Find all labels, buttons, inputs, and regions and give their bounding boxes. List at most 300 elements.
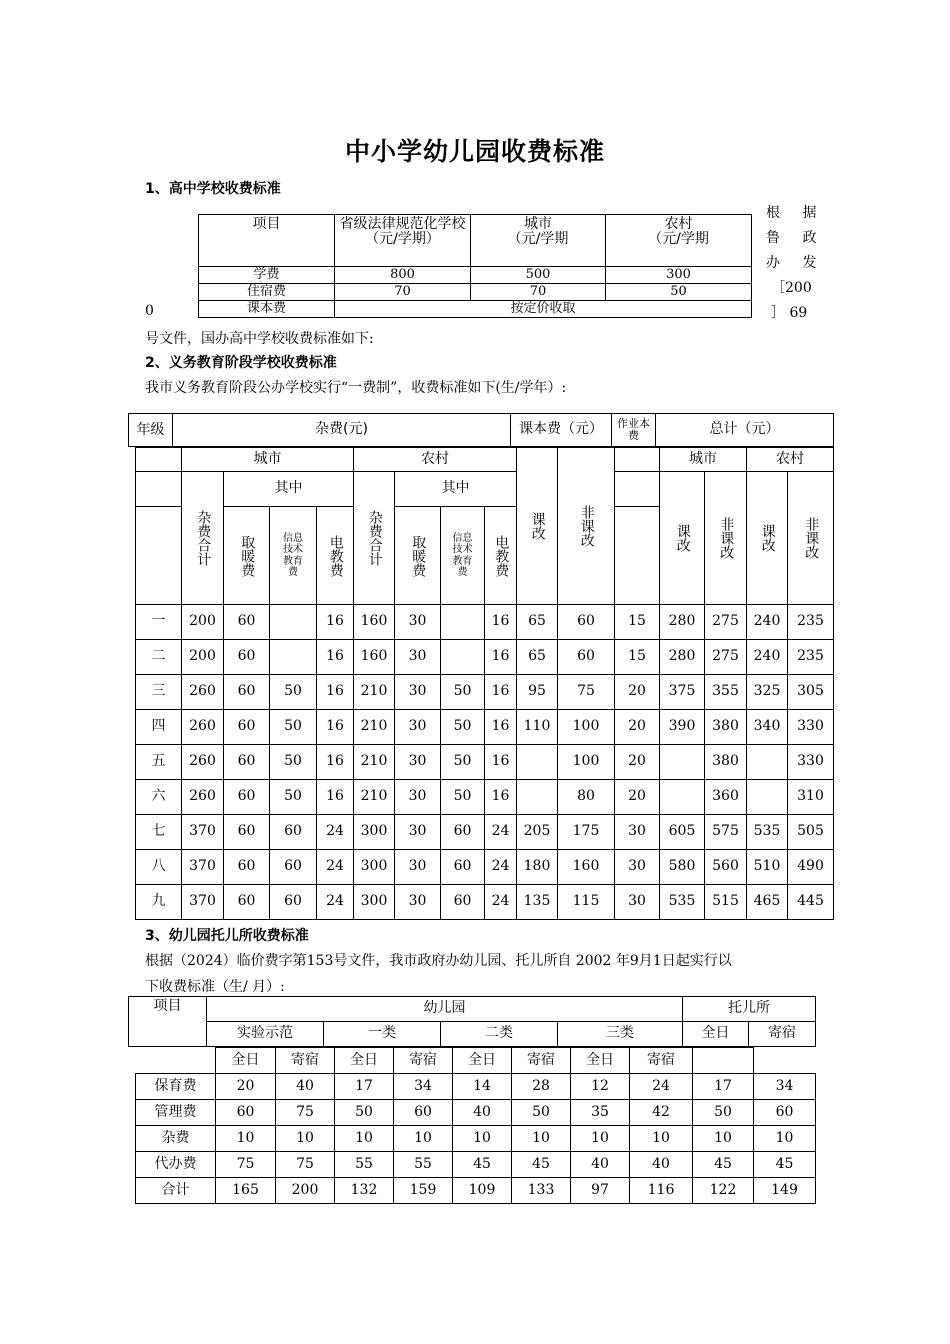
- value-cell: 16: [317, 710, 354, 745]
- value-cell: 370: [182, 885, 224, 920]
- header-kindergarten: 幼儿园: [207, 997, 683, 1022]
- grade-cell: 一: [136, 605, 182, 640]
- page-title: 中小学幼儿园收费标准: [344, 137, 605, 166]
- value-cell: 20: [615, 780, 660, 815]
- header-heating-rural: [395, 507, 441, 605]
- header-line: 项目: [252, 216, 281, 232]
- header-av-rural: [485, 507, 517, 605]
- table-row: [136, 780, 834, 815]
- value-cell: 50: [441, 710, 485, 745]
- value-cell: 60: [441, 885, 485, 920]
- section3-line1: 根据（2024）临价费字第153号文件，我市政府办幼儿园、托儿所自 2002 年9月1日起实行以: [145, 953, 732, 969]
- header-line: 省级法律规范化学校: [339, 216, 466, 232]
- value-cell: 360: [705, 780, 747, 815]
- value-cell: 60: [224, 850, 270, 885]
- header-among-city: 其中: [224, 472, 354, 507]
- header-av-city: [317, 507, 354, 605]
- value-cell: 300: [354, 885, 395, 920]
- value-cell: [517, 780, 558, 815]
- value-cell: 330: [788, 710, 834, 745]
- value-cell: 122: [693, 1178, 754, 1204]
- value-cell: 30: [395, 815, 441, 850]
- left-zero: 0: [145, 303, 154, 319]
- value-cell: 165: [216, 1178, 276, 1204]
- header-provincial: [335, 215, 471, 267]
- misc-total-label: 杂费合计: [366, 510, 383, 566]
- value-cell: 65: [517, 640, 558, 675]
- value-cell: 560: [705, 850, 747, 885]
- header-city: 城市: [182, 448, 354, 472]
- value-cell: 60: [270, 815, 317, 850]
- value-cell: 235: [788, 640, 834, 675]
- value-cell: 210: [354, 745, 395, 780]
- value-cell: 60: [270, 850, 317, 885]
- value-cell: 60: [224, 675, 270, 710]
- table-row: [136, 815, 834, 850]
- value-cell: 10: [276, 1126, 335, 1152]
- side-text-3: ［200: [771, 280, 812, 296]
- blank-cell: [615, 448, 660, 472]
- value-cell: 515: [705, 885, 747, 920]
- header-misc-total-city: [182, 472, 224, 605]
- value-cell: 10: [216, 1126, 276, 1152]
- table-row: [136, 745, 834, 780]
- value-cell: 60: [224, 815, 270, 850]
- value-cell: 97: [571, 1178, 630, 1204]
- value-cell: 240: [747, 605, 788, 640]
- row-item: 课本费: [199, 301, 335, 318]
- nonreform-label: 非课改: [578, 505, 595, 547]
- value-cell: [441, 640, 485, 675]
- value-cell: 14: [453, 1074, 512, 1100]
- value-cell: 200: [182, 605, 224, 640]
- header-reform: [517, 448, 558, 605]
- grade-cell: 八: [136, 850, 182, 885]
- header-city: [471, 215, 606, 267]
- value-cell: 34: [754, 1074, 816, 1100]
- header-item: 项目: [129, 997, 207, 1047]
- value-cell: 60: [224, 780, 270, 815]
- value-cell: [660, 780, 705, 815]
- it-label: 信息技术教育费: [283, 532, 303, 578]
- compulsory-header-strip: [128, 413, 834, 447]
- blank-cell: [136, 472, 182, 507]
- value-cell: 50: [270, 745, 317, 780]
- reform-label: 课改: [674, 524, 691, 552]
- value-cell: 50: [441, 675, 485, 710]
- cell: 50: [606, 284, 752, 301]
- value-cell: 60: [224, 745, 270, 780]
- kindergarten-header-strip: [128, 996, 816, 1047]
- value-cell: 535: [660, 885, 705, 920]
- value-cell: 55: [394, 1152, 453, 1178]
- value-cell: [270, 640, 317, 675]
- value-cell: 605: [660, 815, 705, 850]
- value-cell: [441, 605, 485, 640]
- value-cell: 160: [558, 850, 615, 885]
- value-cell: 12: [571, 1074, 630, 1100]
- value-cell: 116: [630, 1178, 693, 1204]
- table-row: [136, 885, 834, 920]
- header-boarding: 寄宿: [512, 1048, 571, 1074]
- value-cell: 355: [705, 675, 747, 710]
- header-boarding: 寄宿: [276, 1048, 335, 1074]
- value-cell: 65: [517, 605, 558, 640]
- value-cell: 275: [705, 640, 747, 675]
- value-cell: 24: [317, 885, 354, 920]
- value-cell: 30: [395, 850, 441, 885]
- header-line: 城市: [524, 216, 552, 232]
- value-cell: 40: [453, 1100, 512, 1126]
- value-cell: 200: [276, 1178, 335, 1204]
- row-item: 保育费: [136, 1074, 216, 1100]
- value-cell: 20: [615, 710, 660, 745]
- header-nursery-board: 寄宿: [749, 1022, 816, 1047]
- value-cell: 16: [485, 675, 517, 710]
- value-cell: 30: [395, 675, 441, 710]
- value-cell: 45: [693, 1152, 754, 1178]
- value-cell: 300: [354, 850, 395, 885]
- value-cell: 280: [660, 640, 705, 675]
- row-item: 杂费: [136, 1126, 216, 1152]
- value-cell: 34: [394, 1074, 453, 1100]
- value-cell: 50: [693, 1100, 754, 1126]
- nonreform-label: 非课改: [803, 517, 820, 559]
- grade-cell: 三: [136, 675, 182, 710]
- value-cell: 60: [224, 710, 270, 745]
- value-cell: 260: [182, 675, 224, 710]
- value-cell: 380: [705, 710, 747, 745]
- header-cat-0: 实验示范: [207, 1022, 324, 1047]
- value-cell: 60: [441, 815, 485, 850]
- table-row: [136, 1152, 816, 1178]
- value-cell: 445: [788, 885, 834, 920]
- value-cell: 60: [754, 1100, 816, 1126]
- table-row: [136, 1074, 816, 1100]
- value-cell: 370: [182, 850, 224, 885]
- value-cell: 50: [270, 675, 317, 710]
- header-total-city: 城市: [660, 448, 747, 472]
- value-cell: 580: [660, 850, 705, 885]
- value-cell: 115: [558, 885, 615, 920]
- value-cell: 109: [453, 1178, 512, 1204]
- value-cell: 305: [788, 675, 834, 710]
- header-misc-total-rural: [354, 472, 395, 605]
- value-cell: 465: [747, 885, 788, 920]
- value-cell: 24: [485, 815, 517, 850]
- value-cell: 205: [517, 815, 558, 850]
- cell: 70: [335, 284, 471, 301]
- value-cell: 60: [224, 885, 270, 920]
- header-cat-2: 二类: [441, 1022, 558, 1047]
- value-cell: 40: [276, 1074, 335, 1100]
- value-cell: 300: [354, 815, 395, 850]
- blank-cell: [136, 507, 182, 605]
- grade-cell: 五: [136, 745, 182, 780]
- value-cell: 16: [485, 710, 517, 745]
- header-it-city: [270, 507, 317, 605]
- it-label: 信息技术教育费: [452, 532, 473, 578]
- value-cell: 535: [747, 815, 788, 850]
- value-cell: 60: [270, 885, 317, 920]
- value-cell: 16: [317, 675, 354, 710]
- value-cell: 510: [747, 850, 788, 885]
- header-boarding: 寄宿: [630, 1048, 693, 1074]
- reform-label: 课改: [529, 512, 546, 540]
- header-total-city-reform: [660, 472, 705, 605]
- header-total-city-nonreform: [705, 472, 747, 605]
- value-cell: 235: [788, 605, 834, 640]
- av-label: 电教费: [493, 534, 510, 577]
- value-cell: 75: [276, 1100, 335, 1126]
- value-cell: 390: [660, 710, 705, 745]
- value-cell: 40: [571, 1152, 630, 1178]
- value-cell: 50: [441, 780, 485, 815]
- value-cell: 60: [558, 605, 615, 640]
- value-cell: 50: [512, 1100, 571, 1126]
- table-row: [136, 675, 834, 710]
- value-cell: 17: [335, 1074, 394, 1100]
- blank-cell: [615, 472, 660, 507]
- value-cell: 75: [276, 1152, 335, 1178]
- high-school-fee-table: [198, 214, 752, 318]
- value-cell: 210: [354, 780, 395, 815]
- value-cell: 55: [335, 1152, 394, 1178]
- header-line: （元/学期）: [365, 231, 440, 248]
- header-homework: 作业本费: [612, 414, 656, 447]
- value-cell: 16: [485, 640, 517, 675]
- header-misc: 杂费(元): [173, 414, 511, 447]
- table-row: [136, 1100, 816, 1126]
- value-cell: 30: [615, 885, 660, 920]
- grade-cell: 七: [136, 815, 182, 850]
- value-cell: 24: [317, 850, 354, 885]
- value-cell: [660, 745, 705, 780]
- value-cell: 16: [485, 780, 517, 815]
- section2-heading: 2、义务教育阶段学校收费标准: [145, 355, 337, 371]
- nonreform-label: 非课改: [718, 517, 735, 559]
- header-total: 总计（元）: [656, 414, 834, 447]
- cell: 500: [471, 267, 606, 284]
- value-cell: 490: [788, 850, 834, 885]
- value-cell: 30: [615, 815, 660, 850]
- cell: 300: [606, 267, 752, 284]
- value-cell: 60: [441, 850, 485, 885]
- header-total-rural-reform: [747, 472, 788, 605]
- header-total-rural-nonreform: [788, 472, 834, 605]
- value-cell: 30: [395, 885, 441, 920]
- header-line: （元/学期: [648, 231, 709, 248]
- table-row: [136, 640, 834, 675]
- heating-label: 取暖费: [239, 534, 256, 577]
- value-cell: 10: [394, 1126, 453, 1152]
- value-cell: 50: [270, 780, 317, 815]
- header-grade: 年级: [129, 414, 173, 447]
- value-cell: 240: [747, 640, 788, 675]
- value-cell: 280: [660, 605, 705, 640]
- value-cell: 45: [754, 1152, 816, 1178]
- value-cell: 10: [335, 1126, 394, 1152]
- value-cell: 10: [453, 1126, 512, 1152]
- value-cell: 210: [354, 675, 395, 710]
- grade-cell: 二: [136, 640, 182, 675]
- header-full-day: 全日: [216, 1048, 276, 1074]
- value-cell: 260: [182, 780, 224, 815]
- value-cell: 330: [788, 745, 834, 780]
- cell: 800: [335, 267, 471, 284]
- value-cell: 15: [615, 640, 660, 675]
- header-item: [199, 215, 335, 267]
- row-item: 住宿费: [199, 284, 335, 301]
- value-cell: 42: [630, 1100, 693, 1126]
- value-cell: 60: [224, 605, 270, 640]
- heating-label: 取暖费: [410, 534, 427, 577]
- value-cell: 133: [512, 1178, 571, 1204]
- grade-cell: 九: [136, 885, 182, 920]
- side-text-4: ］ 69: [771, 305, 808, 321]
- header-nursery-full: 全日: [683, 1022, 749, 1047]
- value-cell: 50: [270, 710, 317, 745]
- value-cell: [517, 745, 558, 780]
- reform-label: 课改: [759, 524, 776, 552]
- value-cell: 17: [693, 1074, 754, 1100]
- header-line: 农村: [664, 216, 693, 232]
- header-cat-1: 一类: [324, 1022, 441, 1047]
- side-text-0: 根 据: [766, 205, 826, 221]
- value-cell: 10: [754, 1126, 816, 1152]
- value-cell: 24: [485, 850, 517, 885]
- row-item: 管理费: [136, 1100, 216, 1126]
- value-cell: 100: [558, 745, 615, 780]
- blank-cell: [754, 1048, 816, 1074]
- value-cell: 260: [182, 710, 224, 745]
- table-row: [136, 1178, 816, 1204]
- value-cell: 95: [517, 675, 558, 710]
- value-cell: 375: [660, 675, 705, 710]
- value-cell: 40: [630, 1152, 693, 1178]
- compulsory-fee-table: [135, 447, 834, 920]
- header-nursery: 托儿所: [683, 997, 816, 1022]
- row-item: 合计: [136, 1178, 216, 1204]
- header-line: （元/学期: [507, 231, 569, 248]
- value-cell: 575: [705, 815, 747, 850]
- header-among-rural: 其中: [395, 472, 517, 507]
- value-cell: 24: [630, 1074, 693, 1100]
- section2-intro: 我市义务教育阶段公办学校实行“一费制”，收费标准如下(生/学年）:: [145, 380, 567, 396]
- value-cell: 50: [441, 745, 485, 780]
- value-cell: 100: [558, 710, 615, 745]
- value-cell: 132: [335, 1178, 394, 1204]
- value-cell: 75: [216, 1152, 276, 1178]
- value-cell: 60: [224, 640, 270, 675]
- value-cell: 60: [558, 640, 615, 675]
- side-text-1: 鲁 政: [766, 230, 826, 246]
- table-row: [136, 850, 834, 885]
- blank-cell: [136, 448, 182, 472]
- section1-heading: 1、高中学校收费标准: [145, 181, 281, 197]
- value-cell: 275: [705, 605, 747, 640]
- value-cell: 180: [517, 850, 558, 885]
- value-cell: 16: [485, 745, 517, 780]
- blank-cell: [136, 1048, 216, 1074]
- value-cell: 60: [394, 1100, 453, 1126]
- grade-cell: 六: [136, 780, 182, 815]
- value-cell: 15: [615, 605, 660, 640]
- value-cell: 30: [395, 710, 441, 745]
- header-cat-3: 三类: [558, 1022, 683, 1047]
- value-cell: 30: [395, 780, 441, 815]
- value-cell: 16: [317, 640, 354, 675]
- value-cell: [747, 745, 788, 780]
- value-cell: 45: [512, 1152, 571, 1178]
- value-cell: 10: [512, 1126, 571, 1152]
- section3-heading: 3、幼儿园托儿所收费标准: [145, 928, 309, 944]
- av-label: 电教费: [327, 534, 344, 577]
- cell: 70: [471, 284, 606, 301]
- value-cell: 20: [216, 1074, 276, 1100]
- value-cell: 380: [705, 745, 747, 780]
- row-item: 学费: [199, 267, 335, 284]
- header-full-day: 全日: [453, 1048, 512, 1074]
- value-cell: 20: [615, 675, 660, 710]
- value-cell: 60: [216, 1100, 276, 1126]
- header-full-day: 全日: [571, 1048, 630, 1074]
- value-cell: 30: [395, 640, 441, 675]
- header-total-rural: 农村: [747, 448, 834, 472]
- kindergarten-fee-table: [135, 1047, 816, 1204]
- value-cell: 310: [788, 780, 834, 815]
- section1-after: 号文件，国办高中学校收费标准如下:: [145, 331, 374, 347]
- table-row: [136, 710, 834, 745]
- value-cell: 149: [754, 1178, 816, 1204]
- value-cell: 159: [394, 1178, 453, 1204]
- value-cell: 80: [558, 780, 615, 815]
- value-cell: 210: [354, 710, 395, 745]
- value-cell: 16: [317, 605, 354, 640]
- value-cell: 200: [182, 640, 224, 675]
- value-cell: 110: [517, 710, 558, 745]
- value-cell: [270, 605, 317, 640]
- header-book: 课本费（元）: [511, 414, 612, 447]
- section3-line2: 下收费标准（生/ 月）:: [145, 979, 285, 995]
- value-cell: 16: [317, 745, 354, 780]
- value-cell: 325: [747, 675, 788, 710]
- header-full-day: 全日: [335, 1048, 394, 1074]
- value-cell: [747, 780, 788, 815]
- header-it-rural: [441, 507, 485, 605]
- header-nonreform: [558, 448, 615, 605]
- value-cell: 30: [395, 605, 441, 640]
- blank-cell: [615, 507, 660, 605]
- value-cell: 75: [558, 675, 615, 710]
- value-cell: 160: [354, 605, 395, 640]
- side-text-2: 办 发: [766, 255, 826, 271]
- value-cell: 160: [354, 640, 395, 675]
- value-cell: 24: [485, 885, 517, 920]
- merged-cell: 按定价收取: [335, 301, 752, 318]
- value-cell: 10: [630, 1126, 693, 1152]
- value-cell: 35: [571, 1100, 630, 1126]
- value-cell: 20: [615, 745, 660, 780]
- value-cell: 175: [558, 815, 615, 850]
- value-cell: 370: [182, 815, 224, 850]
- blank-cell: [693, 1048, 754, 1074]
- value-cell: 135: [517, 885, 558, 920]
- header-heating-city: [224, 507, 270, 605]
- header-rural: [606, 215, 752, 267]
- value-cell: 24: [317, 815, 354, 850]
- row-item: 代办费: [136, 1152, 216, 1178]
